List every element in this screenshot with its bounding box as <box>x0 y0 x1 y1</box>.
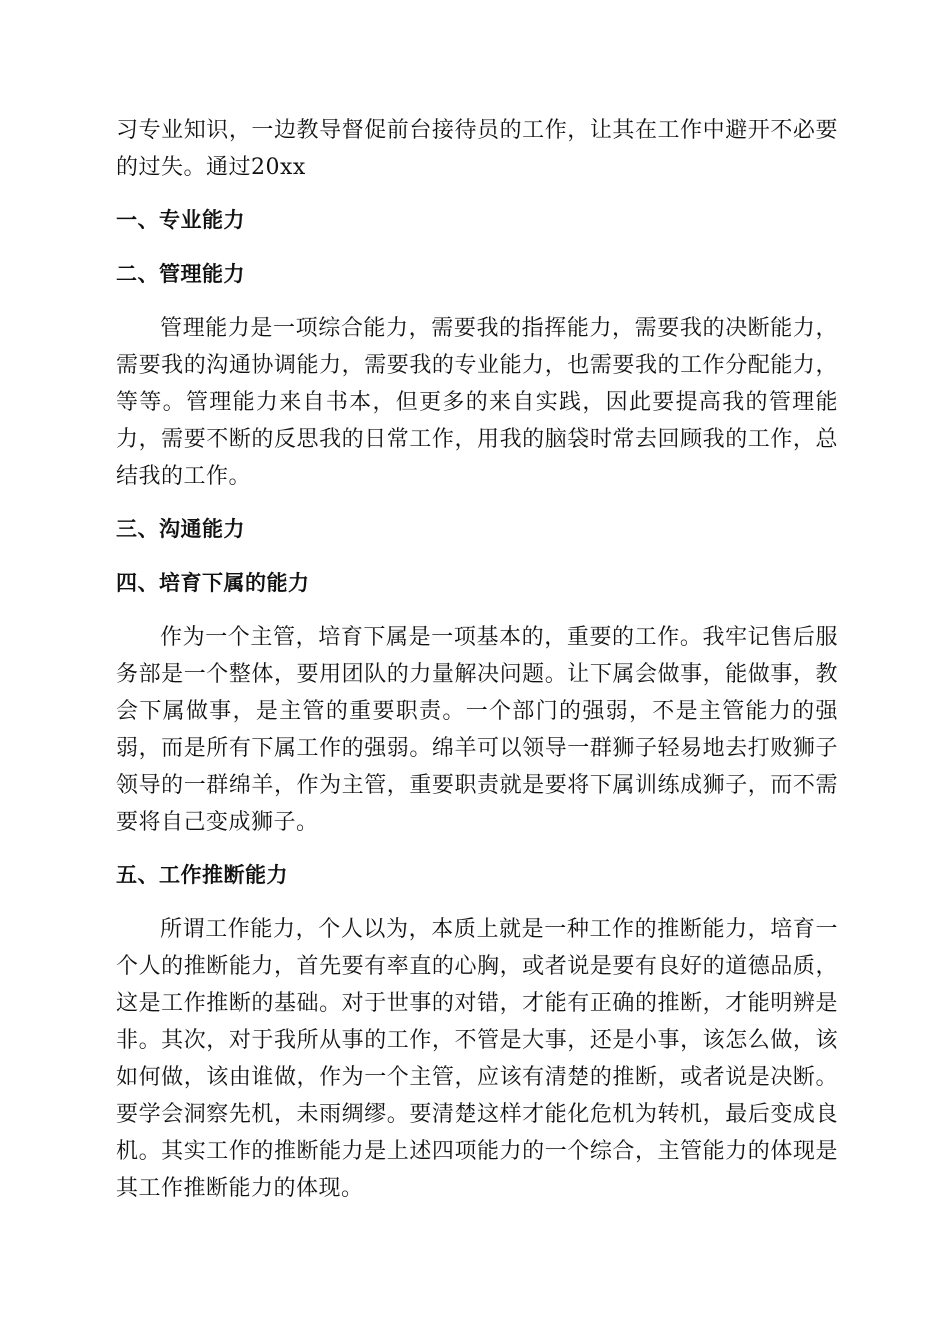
document-page <box>116 112 838 1207</box>
heading-management-ability: 二、管理能力 <box>116 262 245 286</box>
paragraph-management-ability: 管理能力是一项综合能力，需要我的指挥能力，需要我的决断能力，需要我的沟通协调能力，需要我的专业能力，也需要我的工作分配能力，等等。管理能力来自书本，但更多的来自实践，因此要提高我的管理能力，需要不断的反思我的日常工作，用我的脑袋时常去回顾我的工作，总结我的工作。 <box>116 316 838 489</box>
paragraph-work-judgment: 所谓工作能力，个人以为，本质上就是一种工作的推断能力，培育一个人的推断能力，首先要有率直的心胸，或者说是要有良好的道德品质，这是工作推断的基础。对于世事的对错，才能有正确的推断，才能明辨是非。其次，对于我所从事的工作，不管是大事，还是小事，该怎么做，该如何做，该由谁做，作为一个主管，应该有清楚的推断，或者说是决断。要学会洞察先机，未雨绸缪。要清楚这样才能化危机为转机，最后变成良机。其实工作的推断能力是上述四项能力的一个综合，主管能力的体现是其工作推断能力的体现。 <box>116 917 838 1201</box>
heading-work-judgment: 五、工作推断能力 <box>116 863 288 887</box>
heading-subordinate-training: 四、培育下属的能力 <box>116 571 310 595</box>
paragraph-subordinate-training: 作为一个主管，培育下属是一项基本的，重要的工作。我牢记售后服务部是一个整体，要用团队的力量解决问题。让下属会做事，能做事，教会下属做事，是主管的重要职责。一个部门的强弱，不是主管能力的强弱，而是所有下属工作的强弱。绵羊可以领导一群狮子轻易地去打败狮子领导的一群绵羊，作为主管，重要职责就是要将下属训练成狮子，而不需要将自己变成狮子。 <box>116 625 838 835</box>
heading-professional-ability: 一、专业能力 <box>116 208 245 232</box>
paragraph-continued: 习专业知识，一边教导督促前台接待员的工作，让其在工作中避开不必要的过失。通过20xx <box>116 118 838 180</box>
heading-communication-ability: 三、沟通能力 <box>116 517 245 541</box>
